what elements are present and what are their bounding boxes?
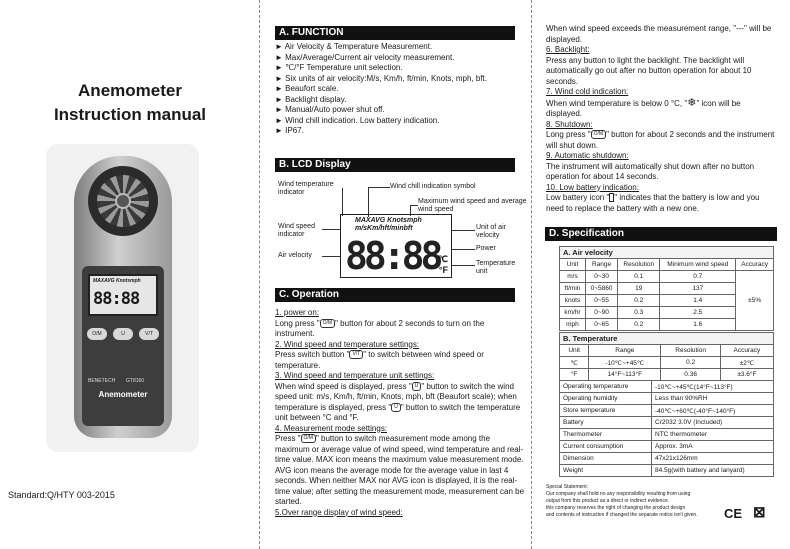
standard-label: Standard:Q/HTY 003-2015 — [8, 490, 115, 500]
fan-icon — [88, 166, 158, 236]
function-item: ► Six units of air velocity:M/s, Km/h, ft/min, Knots, mph, bft. — [275, 73, 487, 83]
table-row: km/hr 0~90 0.3 2.5 — [560, 307, 774, 319]
lcd-header: B. LCD Display — [275, 158, 515, 172]
air-velocity-table: A. Air velocity Unit Range Resolution Minimum wind speed Accuracy m/s 0~30 0.1 0.7 ±5% ft/min 0~5860 19 137 knots 0~55 0.2 1.4 km/hr 0~90 0.3 2.5 mph 0~65 0.2 1.6 — [559, 246, 774, 331]
snowflake-icon: ❄ — [687, 96, 697, 109]
device-unit-button: U — [113, 328, 133, 340]
label-wind-chill: Wind chill indication symbol — [390, 183, 476, 190]
function-item: ► Manual/Auto power shut off. — [275, 105, 385, 114]
table-row: mph 0~65 0.2 1.6 — [560, 319, 774, 331]
table-row: °F 14°F~113°F 0.36 ±3.6°F — [560, 369, 774, 381]
device-vt-button: V/T — [139, 328, 159, 340]
continued-text: When wind speed exceeds the measurement range, "---" will be displayed. 6. Backlight: Press any button to light the backlight. The backlight will automatically go out after no button operation for about 10 seconds. 7. Wind cold indication: When wind temperature is below 0 °C, "❄" icon will be displayed. 8. Shutdown: Long press " O/M " button for about 2 seconds and the instrument will shut down. 9. Automatic shutdown: The instrument will automatically shut down after no button operation for about 14 seconds. 10. Low battery indication: Low battery icon " " indicates that the battery is low and you need to replace the battery with a new one. — [546, 24, 775, 213]
cover-title-line2: Instruction manual — [53, 105, 207, 124]
device-model: GT8160 — [126, 378, 145, 384]
operation-text: 1. power on: Long press " O/M " button for about 2 seconds to turn on the instrument. 2. Wind speed and temperature settings: Press switch button " V/T " to switch between wind speed or temperature. 3. Wind speed and temperature unit settings: When wind speed is displayed, press " U " button to switch the wind speed unit: m/s, Km/h, ft/min, Knots, mph, bft (Beaufort scale); when temperature is displayed, press " U " button to switch the temperature unit between °C and °F. 4. Measurement mode settings: Press " O/M " button to switch measurement mode among the maximum or average value of wind speed, wind temperature and real-time value. MAX icon means the maximum value measurement mode. AVG icon means the average mode for the average value in last 4 seconds. When neither MAX nor AVG icon is displayed, it is the real-time value; after setting the measurement mode, measurement can be started. 5.Over range display of wind speed: — [275, 308, 525, 517]
table-row: Operating temperature -10℃~+45℃(14°F~113°F) — [560, 381, 774, 393]
table-row: Battery Cr2032 3.0V (Included) — [560, 417, 774, 429]
label-wind-speed: Wind speed indicator — [278, 223, 315, 238]
lcd-deg-c: ℃ — [437, 254, 448, 264]
ce-mark: CE — [724, 506, 743, 521]
label-unit-air: Unit of air velocity — [476, 224, 506, 239]
device-photo — [46, 144, 199, 452]
lcd-screen-diagram — [340, 214, 452, 278]
function-item: ► Wind chill indication. Low battery indication. — [275, 115, 440, 125]
operation-header: C. Operation — [275, 288, 515, 302]
label-wind-temp: Wind temperature indicator — [278, 181, 334, 196]
label-air-velocity: Air velocity — [278, 252, 312, 259]
function-header: A. FUNCTION — [275, 26, 515, 40]
unit-button-icon: U — [412, 382, 422, 391]
table-row: Dimension 47x21x126mm — [560, 453, 774, 465]
function-list — [275, 42, 525, 137]
table-row: Weight 84.5g(with battery and lanyard) — [560, 465, 774, 477]
table-row: Operating humidity Less than 90%RH — [560, 393, 774, 405]
function-item: ► Beaufort scale. — [275, 84, 339, 93]
table-row: Store temperature -40℃~+60℃(-40°F~140°F) — [560, 405, 774, 417]
table-row: Thermometer NTC thermometer — [560, 429, 774, 441]
special-statement: Special Statement: Our company shall hold no any responsibility resulting from using output from this product as a direct or indirect evidence. this company reserves the right of changing the product design and contents of instruction if changed the separate notice isn't given. — [546, 484, 698, 518]
cover-title-line1: Anemometer — [78, 81, 182, 100]
table-row: Current consumption Approx. 3mA — [560, 441, 774, 453]
device-body — [74, 156, 172, 438]
mode-button-icon: O/M — [320, 319, 335, 328]
fold-line-2 — [531, 0, 532, 549]
function-item: ► Backlight display. — [275, 94, 347, 104]
mode-button-icon: O/M — [301, 434, 316, 443]
air-accuracy: ±5% — [736, 271, 774, 331]
weee-bin-icon: ⊠ — [753, 504, 766, 521]
temperature-title: B. Temperature — [560, 333, 774, 345]
table-row: ℃ -10℃~+45℃ 0.2 ±2℃ — [560, 357, 774, 369]
function-item: ► Max/Average/Current air velocity measurement. — [275, 52, 455, 62]
function-item: ► IP67. — [275, 126, 304, 135]
label-temp-unit: Temperature unit — [476, 260, 516, 275]
temperature-table: B. Temperature Unit Range Resolution Accuracy ℃ -10℃~+45℃ 0.2 ±2℃ °F 14°F~113°F 0.36 ±3.6°F — [559, 332, 774, 381]
device-mode-button: O/M — [87, 328, 107, 340]
table-row: m/s 0~30 0.1 0.7 ±5% — [560, 271, 774, 283]
device-lcd: MAXAVG Knotsmph 88:88 — [88, 274, 158, 316]
air-velocity-title: A. Air velocity — [560, 247, 774, 259]
function-item: ► Air Velocity & Temperature Measurement. — [275, 42, 433, 51]
label-max-wind: Maximum wind speed and average wind speed — [418, 198, 527, 213]
table-row: ft/min 0~5860 19 137 — [560, 283, 774, 295]
lcd-digits: 88:88 — [345, 234, 440, 278]
device-logo: BENETECH — [88, 378, 116, 384]
label-power: Power — [476, 245, 496, 252]
mode-button-icon: O/M — [591, 130, 606, 139]
device-face — [82, 266, 164, 426]
general-spec-table — [559, 380, 774, 477]
function-item: ► ℃/°F Temperature unit selection. — [275, 63, 403, 72]
lcd-deg-f: °F — [438, 265, 448, 275]
device-name: Anemometer — [98, 390, 148, 399]
vt-button-icon: V/T — [349, 350, 363, 359]
unit-button-icon: U — [391, 403, 401, 412]
fold-line-1 — [259, 0, 260, 549]
spec-header: D. Specification — [545, 227, 777, 241]
lcd-units: MAXAVG Knotsmph m/sKm/hft/minbft — [355, 217, 422, 232]
cover-panel — [0, 0, 258, 549]
table-row: knots 0~55 0.2 1.4 — [560, 295, 774, 307]
